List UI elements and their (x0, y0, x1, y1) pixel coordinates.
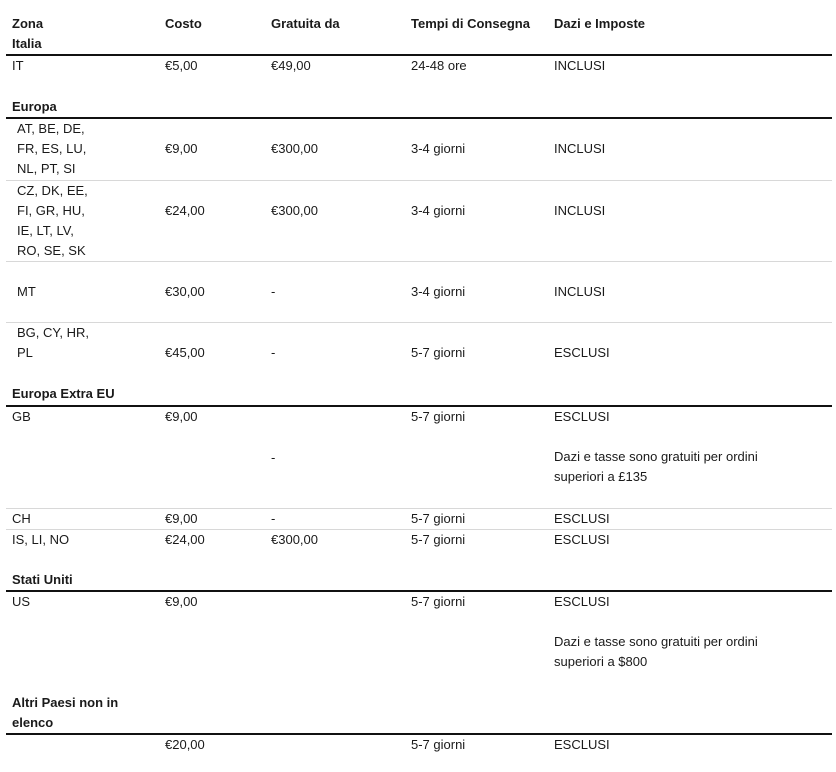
row-isno-duties: ESCLUSI (554, 532, 610, 547)
section-title-europa: Europa (12, 99, 57, 114)
header-duties: Dazi e Imposte (554, 16, 646, 31)
section-title-italia: Italia (12, 36, 42, 51)
section-title-altri: Altri Paesi non in elenco (12, 695, 119, 730)
row-us-duties: ESCLUSI (554, 594, 610, 609)
row-ch-zone: CH (12, 511, 31, 526)
row-divider (6, 180, 832, 181)
row-eu3-duties: INCLUSI (554, 284, 606, 299)
row-divider (6, 261, 832, 262)
header-cost: Costo (165, 16, 202, 31)
header-delivery: Tempi di Consegna (411, 16, 530, 31)
row-ch-cost: €9,00 (165, 511, 198, 526)
row-altri-cost: €20,00 (165, 737, 205, 752)
row-ch-free: - (271, 511, 276, 526)
row-eu1-cost: €9,00 (165, 141, 198, 156)
row-us-note: Dazi e tasse sono gratuiti per ordini superiori a $800 (554, 634, 758, 669)
row-it-zone: IT (12, 58, 24, 73)
header-free-from: Gratuita da (271, 16, 340, 31)
row-eu1-free: €300,00 (271, 141, 318, 156)
row-eu2-zone: CZ, DK, EE, FI, GR, HU, IE, LT, LV, RO, SE, SK (17, 183, 88, 258)
row-eu2-duties: INCLUSI (554, 203, 606, 218)
row-eu4-zone: BG, CY, HR, PL (17, 325, 90, 360)
row-us-time: 5-7 giorni (411, 594, 466, 609)
row-it-cost: €5,00 (165, 58, 198, 73)
row-eu2-cost: €24,00 (165, 203, 205, 218)
row-ch-duties: ESCLUSI (554, 511, 610, 526)
row-eu3-zone: MT (17, 284, 36, 299)
row-gb-duties: ESCLUSI (554, 409, 610, 424)
row-it-free: €49,00 (271, 58, 311, 73)
row-gb-time: 5-7 giorni (411, 409, 466, 424)
section-divider (6, 117, 832, 119)
row-eu4-cost: €45,00 (165, 345, 205, 360)
row-gb-zone: GB (12, 409, 31, 424)
row-isno-time: 5-7 giorni (411, 532, 466, 547)
row-eu4-duties: ESCLUSI (554, 345, 610, 360)
section-title-extra-eu: Europa Extra EU (12, 386, 115, 401)
row-gb-free: - (271, 450, 276, 465)
row-eu2-time: 3-4 giorni (411, 203, 466, 218)
row-gb-cost: €9,00 (165, 409, 198, 424)
row-eu3-free: - (271, 284, 276, 299)
section-title-usa: Stati Uniti (12, 572, 73, 587)
row-gb-note: Dazi e tasse sono gratuiti per ordini superiori a £135 (554, 449, 758, 484)
row-it-duties: INCLUSI (554, 58, 606, 73)
row-eu4-free: - (271, 345, 276, 360)
row-ch-time: 5-7 giorni (411, 511, 466, 526)
row-isno-free: €300,00 (271, 532, 318, 547)
row-eu1-zone: AT, BE, DE, FR, ES, LU, NL, PT, SI (17, 121, 87, 176)
row-it-time: 24-48 ore (411, 58, 467, 73)
row-altri-duties: ESCLUSI (554, 737, 610, 752)
row-eu1-time: 3-4 giorni (411, 141, 466, 156)
row-us-cost: €9,00 (165, 594, 198, 609)
row-eu1-duties: INCLUSI (554, 141, 606, 156)
row-divider (6, 322, 832, 323)
row-altri-time: 5-7 giorni (411, 737, 466, 752)
row-isno-cost: €24,00 (165, 532, 205, 547)
row-isno-zone: IS, LI, NO (12, 532, 70, 547)
row-eu4-time: 5-7 giorni (411, 345, 466, 360)
row-eu2-free: €300,00 (271, 203, 318, 218)
header-zone: Zona (12, 16, 44, 31)
row-us-zone: US (12, 594, 31, 609)
row-eu3-time: 3-4 giorni (411, 284, 466, 299)
row-eu3-cost: €30,00 (165, 284, 205, 299)
